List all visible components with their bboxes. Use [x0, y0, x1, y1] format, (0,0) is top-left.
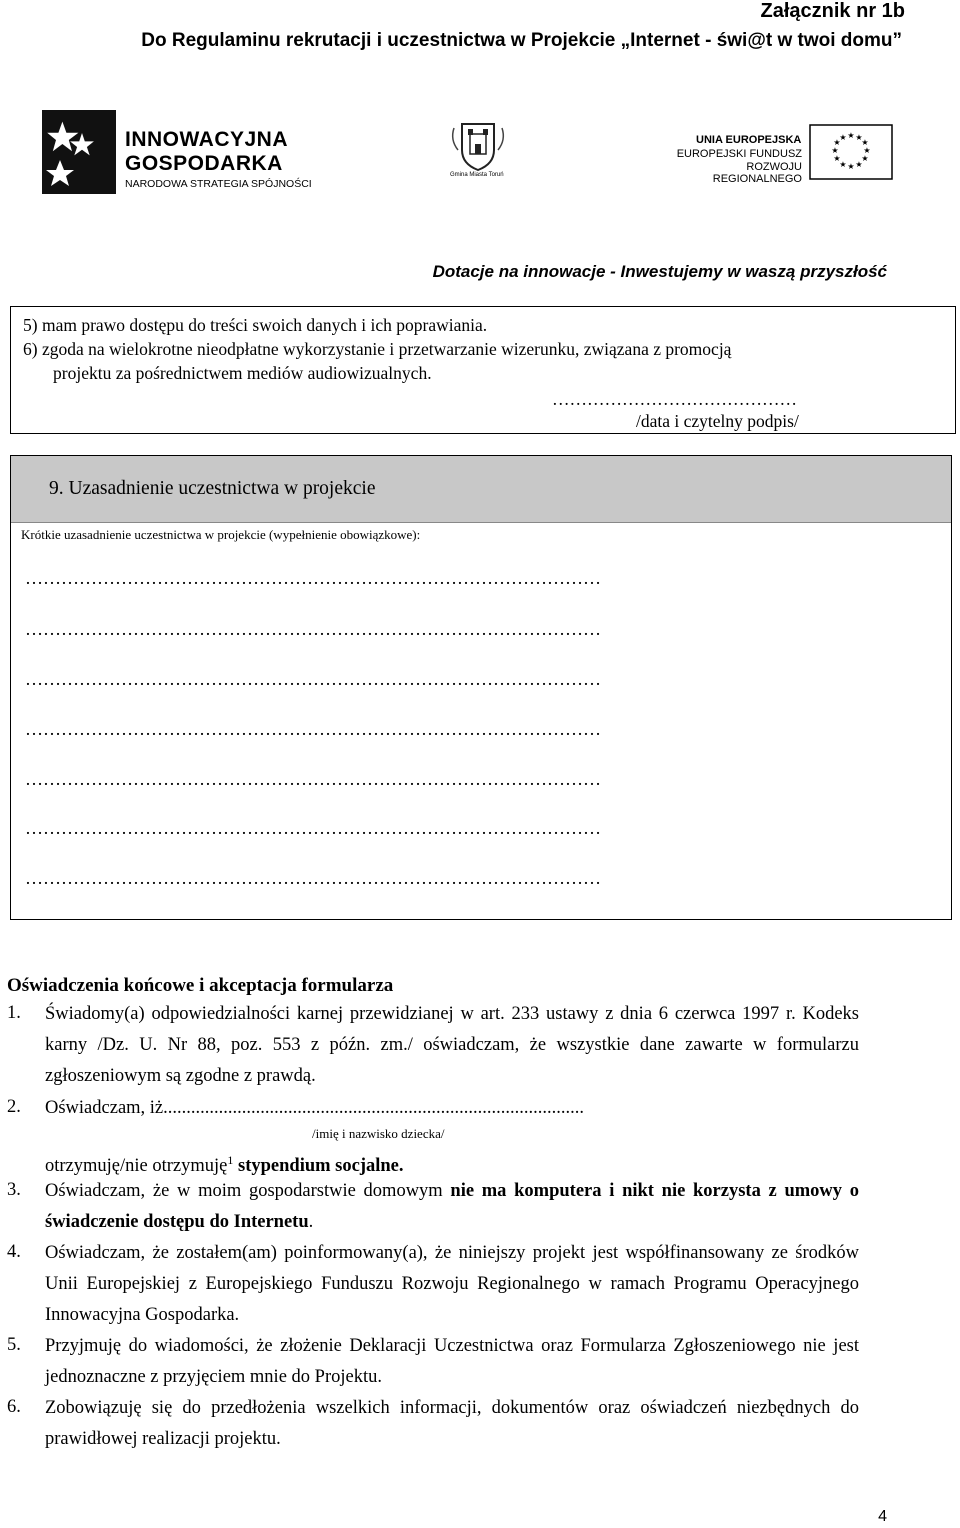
declaration-5-number: 5.: [7, 1335, 21, 1355]
declaration-3-number: 3.: [7, 1180, 21, 1200]
logo-right-line3: ROZWOJU REGIONALNEGO: [712, 161, 802, 185]
crest-icon: [448, 120, 508, 172]
declaration-1-number: 1.: [7, 1003, 21, 1023]
eu-erdf-logo: [668, 124, 894, 185]
svg-text:★: ★: [861, 154, 869, 163]
declaration-3: [45, 1176, 859, 1238]
justification-line[interactable]: ……………………………………………………………………………………: [25, 818, 601, 838]
logo-right-line1: UNIA EUROPEJSKA: [696, 134, 802, 146]
declaration-3-b: nie ma komputera i nikt nie korzysta z umowy o świadczenie dostępu do Internetu: [45, 1181, 859, 1232]
svg-text:★: ★: [833, 154, 841, 163]
declarations-title: Oświadczenia końcowe i akceptacja formularza: [7, 975, 394, 996]
signature-label: /data i czytelny podpis/: [636, 411, 799, 431]
declaration-2: Oświadczam, iż...........................................................................................: [45, 1098, 585, 1118]
justification-line[interactable]: ……………………………………………………………………………………: [25, 719, 601, 739]
page-number: 4: [878, 1508, 887, 1525]
section-9-heading: 9. Uzasadnienie uczestnictwa w projekcie: [49, 478, 376, 499]
torun-crest-logo: [448, 120, 508, 182]
declaration-2-cont-b: stypendium socjalne.: [233, 1156, 404, 1177]
justification-line[interactable]: ……………………………………………………………………………………: [25, 769, 601, 789]
logo-left-line2: GOSPODARKA: [125, 152, 283, 175]
justification-line[interactable]: ……………………………………………………………………………………: [25, 619, 601, 639]
eu-flag-icon: [809, 124, 893, 180]
declaration-3-c: .: [308, 1212, 314, 1232]
logo-right-line2: EUROPEJSKI FUNDUSZ: [676, 148, 802, 160]
logo-left-line3: NARODOWA STRATEGIA SPÓJNOŚCI: [125, 178, 312, 190]
consent-item-5: 5) mam prawo dostępu do treści swoich danych i ich poprawiania.: [23, 315, 488, 335]
consent-box: [10, 306, 956, 434]
innowacyjna-gospodarka-emblem-icon: [40, 108, 118, 196]
section-9-header: [11, 456, 951, 523]
declaration-4-number: 4.: [7, 1242, 21, 1262]
declaration-2-number: 2.: [7, 1097, 21, 1117]
section-9-instruction: Krótkie uzasadnienie uczestnictwa w projekcie (wypełnienie obowiązkowe):: [21, 527, 421, 542]
signature-dots: ……………………………………: [552, 389, 797, 409]
svg-text:★: ★: [839, 160, 847, 169]
footnote-ref: 1: [227, 1153, 234, 1167]
svg-text:★: ★: [839, 133, 847, 142]
regulation-subtitle: Do Regulaminu rekrutacji i uczestnictwa w Projekcie „Internet - świ@t w twoi domu”: [141, 30, 902, 51]
annex-title: Załącznik nr 1b: [760, 0, 905, 22]
crest-caption: Gmina Miasta Toruń: [450, 172, 504, 178]
declaration-1: Świadomy(a) odpowiedzialności karnej przewidzianej w art. 233 ustawy z dnia 6 czerwca 1997 r. Kodeks karny /Dz. U. Nr 88, poz. 553 z późn. zm./ oświadczam, że wszystkie dane zawarte w formularzu zgłoszeniowym są zgodne z prawdą.: [45, 1004, 859, 1086]
svg-text:★: ★: [833, 138, 841, 147]
declaration-6-number: 6.: [7, 1397, 21, 1417]
svg-text:★: ★: [863, 146, 871, 155]
declaration-5: Przyjmuję do wiadomości, że złożenie Deklaracji Uczestnictwa oraz Formularza Zgłoszeniowego nie jest jednoznaczne z przyjęciem mnie do Projektu.: [45, 1336, 859, 1387]
svg-text:★: ★: [831, 146, 839, 155]
svg-text:★: ★: [855, 133, 863, 142]
svg-text:★: ★: [855, 160, 863, 169]
declaration-6: Zobowiązuję się do przedłożenia wszelkich informacji, dokumentów oraz oświadczeń niezbędnych do prawidłowej realizacji projektu.: [45, 1398, 859, 1449]
child-name-caption: /imię i nazwisko dziecka/: [312, 1126, 445, 1141]
justification-line[interactable]: ……………………………………………………………………………………: [25, 868, 601, 888]
justification-line[interactable]: ……………………………………………………………………………………: [25, 669, 601, 689]
consent-item-6: 6) zgoda na wielokrotne nieodpłatne wykorzystanie i przetwarzanie wizerunku, związana z promocją: [23, 339, 732, 359]
svg-text:★: ★: [847, 131, 855, 140]
svg-text:★: ★: [847, 162, 855, 171]
declaration-2-cont-a: otrzymuję/nie otrzymuję: [45, 1156, 228, 1177]
justification-line[interactable]: ……………………………………………………………………………………: [25, 568, 601, 588]
declaration-4: Oświadczam, że zostałem(am) poinformowany(a), że niniejszy projekt jest współfinansowany ze środków Unii Europejskiej z Europejskiego Funduszu Rozwoju Regionalnego w ramach Programu Operacyjnego Innowacyjna Gospodarka.: [45, 1243, 859, 1325]
section-9-box: [10, 455, 952, 920]
innowacyjna-gospodarka-logo: [40, 108, 340, 198]
consent-item-6-cont: projektu za pośrednictwem mediów audiowizualnych.: [53, 363, 432, 383]
tagline: Dotacje na innowacje - Inwestujemy w waszą przyszłość: [432, 262, 887, 281]
logo-left-line1: INNOWACYJNA: [125, 128, 289, 151]
svg-text:★: ★: [861, 138, 869, 147]
declaration-3-a: Oświadczam, że w moim gospodarstwie domowym: [45, 1181, 451, 1201]
